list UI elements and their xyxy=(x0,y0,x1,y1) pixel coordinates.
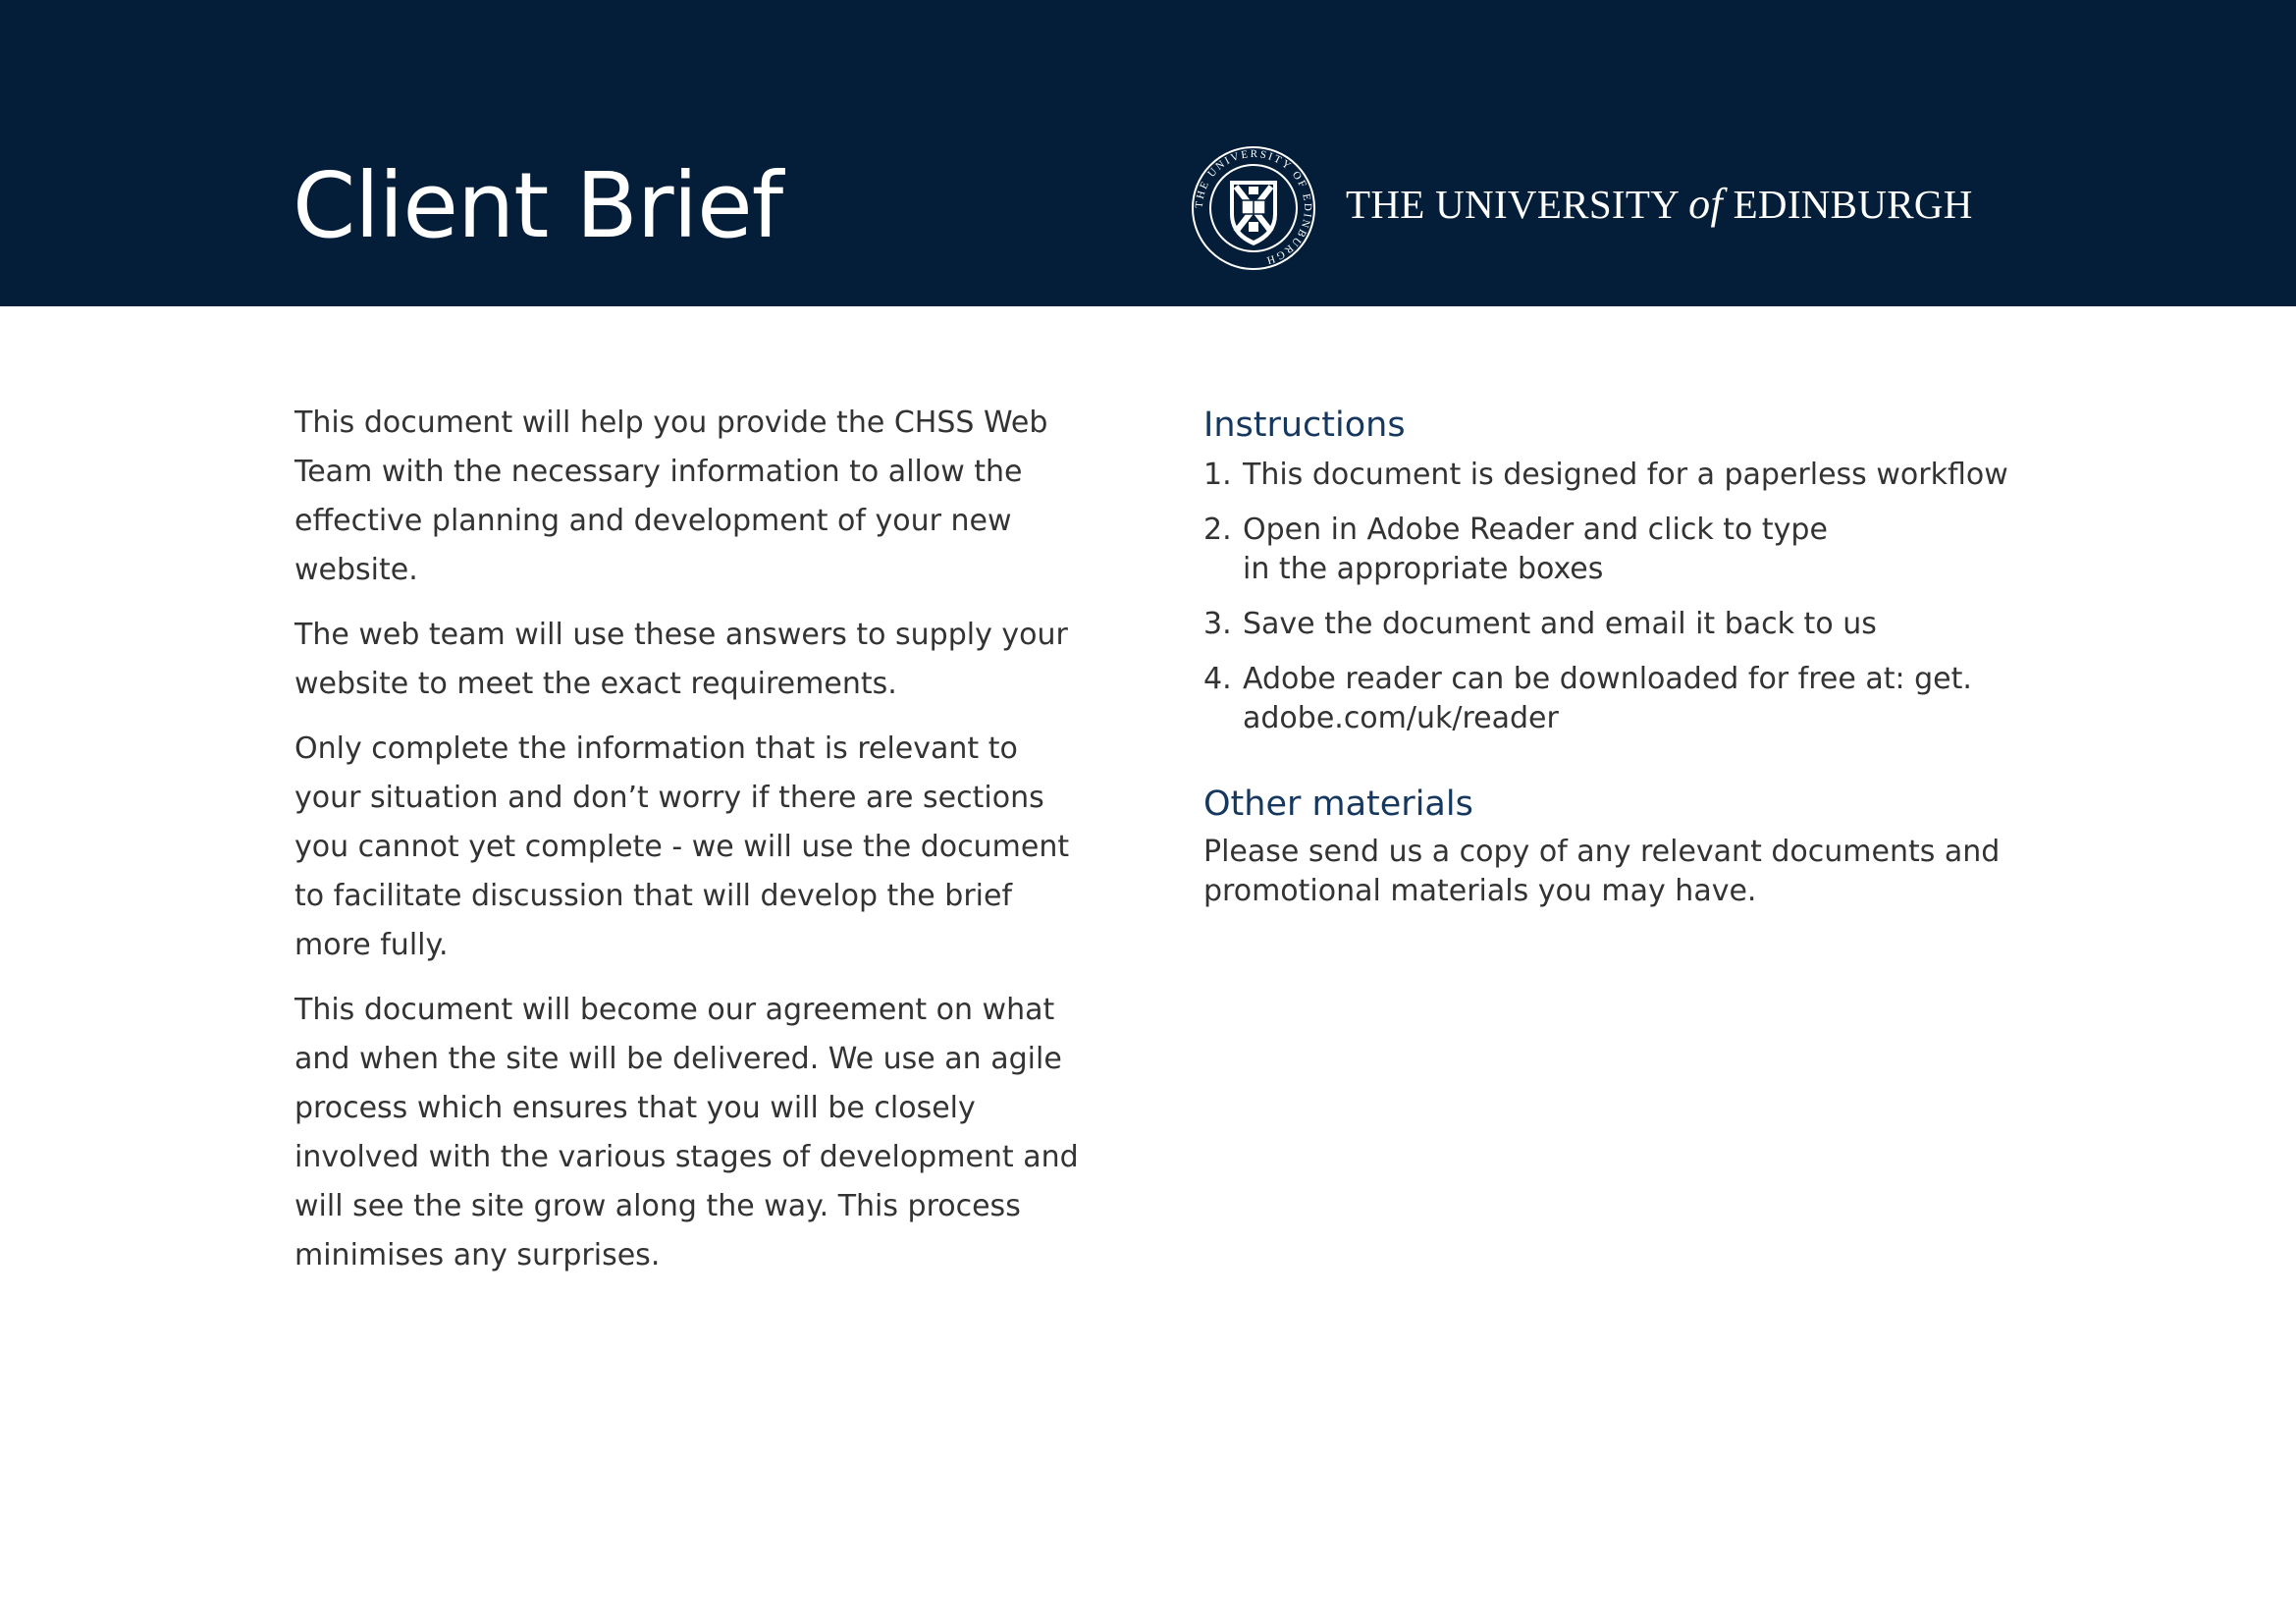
instructions-list xyxy=(1203,456,2008,738)
instruction-number: 4. xyxy=(1203,662,1232,696)
instruction-number: 3. xyxy=(1203,607,1232,641)
university-crest-icon xyxy=(1191,145,1316,271)
instruction-item xyxy=(1203,456,2008,495)
instruction-number: 1. xyxy=(1203,458,1232,492)
university-wordmark xyxy=(1346,179,1973,230)
intro-column xyxy=(294,399,1080,1296)
instruction-number: 2. xyxy=(1203,513,1232,547)
instruction-item xyxy=(1203,605,2008,644)
university-name-suffix: EDINBURGH xyxy=(1733,182,1973,227)
intro-paragraph: The web team will use these answers to supply your website to meet the exact requirements. xyxy=(294,618,1068,701)
instruction-text: Open in Adobe Reader and click to type in the appropriate boxes xyxy=(1243,513,1828,586)
intro-paragraph: Only complete the information that is relevant to your situation and don’t worry if there are sections you cannot yet complete - we will use the document to facilitate discussion that will develop the brief more fully. xyxy=(294,731,1070,962)
university-name-of: of xyxy=(1688,180,1723,228)
other-materials-heading: Other materials xyxy=(1203,785,1473,824)
university-name-prefix: THE UNIVERSITY xyxy=(1346,182,1679,227)
instruction-text: Save the document and email it back to us xyxy=(1243,607,1877,641)
intro-paragraph: This document will become our agreement on what and when the site will be delivered. We use an agile process which ensures that you will be closely involved with the various stages of development and will see the site grow along the way. This process minimises any surprises. xyxy=(294,993,1079,1272)
instruction-item xyxy=(1203,660,2008,738)
intro-paragraph: This document will help you provide the CHSS Web Team with the necessary information to allow the effective planning and development of your new website. xyxy=(294,406,1048,587)
document-title: Client Brief xyxy=(293,153,783,258)
header-banner xyxy=(0,0,2296,306)
instructions-heading: Instructions xyxy=(1203,406,1406,445)
instructions-column xyxy=(1203,401,2008,911)
instruction-item xyxy=(1203,511,2008,589)
instruction-text: Adobe reader can be downloaded for free at: get. adobe.com/uk/reader xyxy=(1243,662,1972,735)
instruction-text: This document is designed for a paperless workflow xyxy=(1243,458,2008,492)
crest-ring-text: THE UNIVERSITY OF EDINBURGH xyxy=(1193,147,1314,267)
other-materials-text: Please send us a copy of any relevant documents and promotional materials you may have. xyxy=(1203,835,2001,908)
